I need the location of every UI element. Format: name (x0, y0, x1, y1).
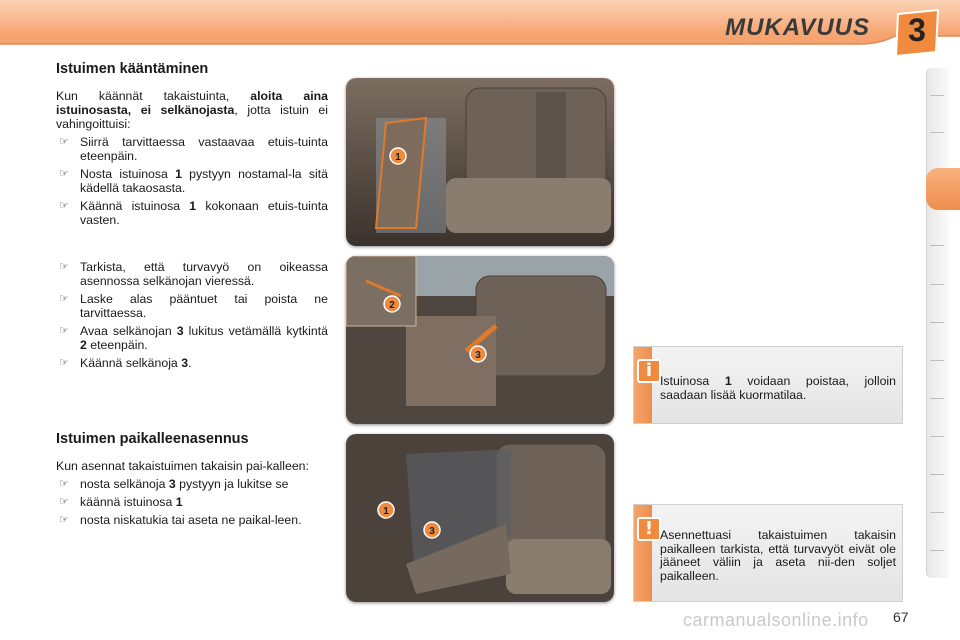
list-item: ☞ Laske alas pääntuet tai poista ne tarvittaessa. (59, 292, 328, 320)
photo-callout-label: 3 (429, 526, 435, 537)
active-chapter-tab[interactable] (926, 168, 960, 210)
page-number: 67 (893, 609, 909, 625)
section-seat-folding (56, 62, 328, 231)
list-item: ☞ Nosta istuinosa 1 pystyyn nostamal-la sitä kädellä takaosasta. (59, 167, 328, 195)
tab-divider (930, 398, 944, 399)
list-item: ☞ Siirrä tarvittaessa vastaavaa etuis-tuinta eteenpäin. (59, 135, 328, 163)
pointing-hand-icon: ☞ (59, 168, 69, 180)
tab-divider (930, 245, 944, 246)
info-text: Istuinosa 1 voidaan poistaa, jolloin saadaan lisää kuormatilaa. (660, 374, 896, 402)
tab-divider (930, 95, 944, 96)
tab-divider (930, 512, 944, 513)
section-intro: Kun asennat takaistuimen takaisin pai-kalleen: (56, 459, 309, 473)
warning-text: Asennettuasi takaistuimen takaisin paikalleen tarkista, että turvavyöt eivät ole jääneet väliin ja aseta nii-den soljet paikalleen. (660, 528, 896, 583)
photo-callout-label: 1 (383, 506, 389, 517)
photo-seat-cushion-raised (346, 78, 614, 246)
section-heading: Istuimen paikalleenasennus (56, 431, 249, 447)
pointing-hand-icon: ☞ (59, 357, 69, 369)
pointing-hand-icon: ☞ (59, 514, 69, 526)
section-seat-reinstall (56, 432, 328, 531)
chapter-title: MUKAVUUS (725, 14, 870, 41)
tab-divider (930, 436, 944, 437)
photo-seat-reinstall (346, 434, 614, 602)
instruction-list (56, 260, 328, 370)
chapter-number: 3 (908, 12, 926, 48)
warning-box (633, 504, 903, 602)
chapter-tab-strip (926, 68, 949, 578)
tab-divider (930, 284, 944, 285)
photo-callout-label: 3 (475, 350, 481, 361)
instruction-list (56, 477, 328, 527)
warning-icon: ! (637, 517, 661, 541)
list-item: ☞ Käännä selkänoja 3. (59, 356, 192, 370)
tab-divider (930, 322, 944, 323)
list-item: ☞ käännä istuinosa 1 (59, 495, 183, 509)
section-seat-folding-continued (56, 256, 328, 374)
watermark: carmanualsonline.info (683, 610, 869, 630)
section-heading: Istuimen kääntäminen (56, 61, 209, 77)
tab-divider (930, 474, 944, 475)
pointing-hand-icon: ☞ (59, 325, 69, 337)
instruction-list (56, 135, 328, 227)
list-item: ☞ nosta niskatukia tai aseta ne paikal-leen. (59, 513, 302, 527)
list-item: ☞ Käännä istuinosa 1 kokonaan etuis-tuinta vasten. (59, 199, 328, 227)
pointing-hand-icon: ☞ (59, 200, 69, 212)
info-box (633, 346, 903, 424)
photo-backrest-release (346, 256, 614, 424)
info-icon: i (637, 359, 661, 383)
pointing-hand-icon: ☞ (59, 293, 69, 305)
pointing-hand-icon: ☞ (59, 478, 69, 490)
section-intro: Kun käännät takaistuinta, aloita aina istuinosasta, ei selkänojasta, jotta istuin ei vahingoittuisi: (56, 89, 329, 131)
tab-divider (930, 550, 944, 551)
tab-divider (930, 360, 944, 361)
photo-callout-label: 2 (389, 300, 395, 311)
tab-divider (930, 132, 944, 133)
list-item: ☞ Avaa selkänojan 3 lukitus vetämällä kytkintä 2 eteenpäin. (59, 324, 329, 352)
pointing-hand-icon: ☞ (59, 496, 69, 508)
pointing-hand-icon: ☞ (59, 261, 69, 273)
pointing-hand-icon: ☞ (59, 136, 69, 148)
list-item: ☞ nosta selkänoja 3 pystyyn ja lukitse se (59, 477, 289, 491)
list-item: ☞ Tarkista, että turvavyö on oikeassa asennossa selkänojan vieressä. (59, 260, 328, 288)
photo-callout-label: 1 (395, 152, 401, 163)
